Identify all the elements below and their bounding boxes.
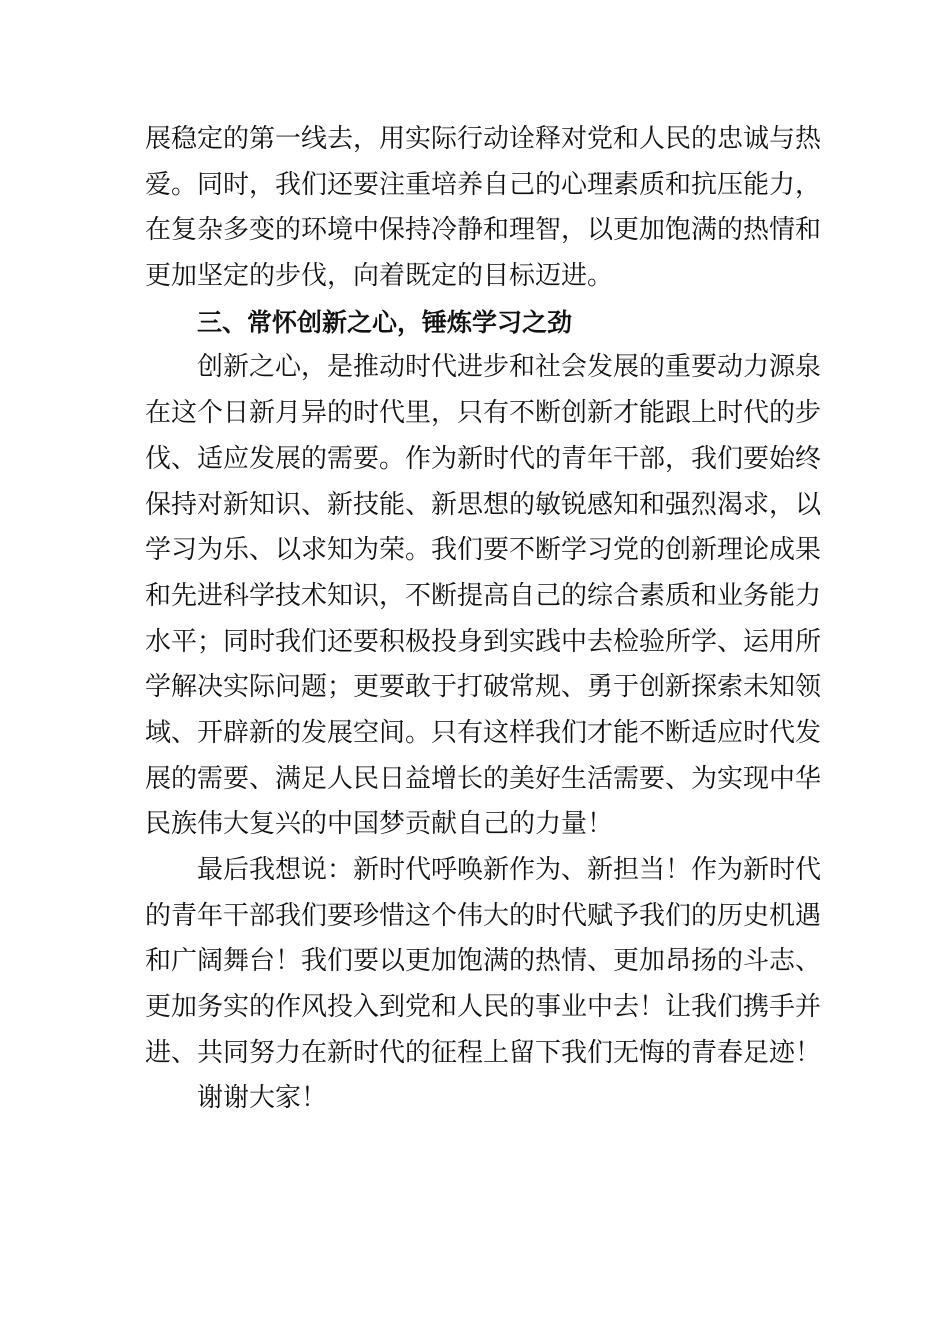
text-line: 展稳定的第一线去，用实际行动诠释对党和人民的忠诚与热: [145, 124, 822, 154]
text-line: 爱。同时，我们还要注重培养自己的心理素质和抗压能力，: [145, 169, 822, 200]
paragraph-innovation: [145, 345, 822, 848]
text-line: 进、共同努力在新时代的征程上留下我们无悔的青春足迹！: [145, 1037, 822, 1068]
closing-paragraph: [145, 1076, 809, 1122]
section-heading-text: 三、常怀创新之心，锤炼学习之劲: [197, 307, 573, 337]
text-line: 学解决实际问题；更要敢于打破常规、勇于创新探索未知领: [145, 672, 822, 703]
text-line: 域、开辟新的发展空间。只有这样我们才能不断适应时代发: [145, 717, 822, 748]
paragraph-continuation: [145, 117, 822, 300]
text-line: 更加务实的作风投入到党和人民的事业中去！让我们携手并: [145, 992, 822, 1023]
closing-text: 谢谢大家！: [197, 1083, 328, 1114]
text-line: 水平；同时我们还要积极投身到实践中去检验所学、运用所: [145, 626, 822, 657]
text-line: 的青年干部我们要珍惜这个伟大的时代赋予我们的历史机遇: [145, 900, 822, 931]
text-line: 保持对新知识、新技能、新思想的敏锐感知和强烈渴求，以: [145, 489, 822, 520]
text-line: 民族伟大复兴的中国梦贡献自己的力量！: [145, 809, 614, 840]
text-line: 学习为乐、以求知为荣。我们要不断学习党的创新理论成果: [145, 535, 822, 566]
text-line: 和广阔舞台！我们要以更加饱满的热情、更加昂扬的斗志、: [145, 946, 822, 977]
text-line: 和先进科学技术知识，不断提高自己的综合素质和业务能力: [145, 580, 822, 611]
text-line: 伐、适应发展的需要。作为新时代的青年干部，我们要始终: [145, 443, 822, 474]
document-body: [145, 117, 822, 1122]
text-line: 展的需要、满足人民日益增长的美好生活需要、为实现中华: [145, 763, 822, 794]
text-line: 在这个日新月异的时代里，只有不断创新才能跟上时代的步: [145, 398, 822, 429]
text-line: 在复杂多变的环境中保持冷静和理智，以更加饱满的热情和: [145, 215, 822, 246]
section-heading: [145, 300, 809, 346]
text-line: 创新之心，是推动时代进步和社会发展的重要动力源泉: [197, 352, 822, 383]
paragraph-conclusion: [145, 848, 822, 1076]
text-line: 更加坚定的步伐，向着既定的目标迈进。: [145, 261, 614, 292]
text-line: 最后我想说：新时代呼唤新作为、新担当！作为新时代: [197, 855, 822, 885]
